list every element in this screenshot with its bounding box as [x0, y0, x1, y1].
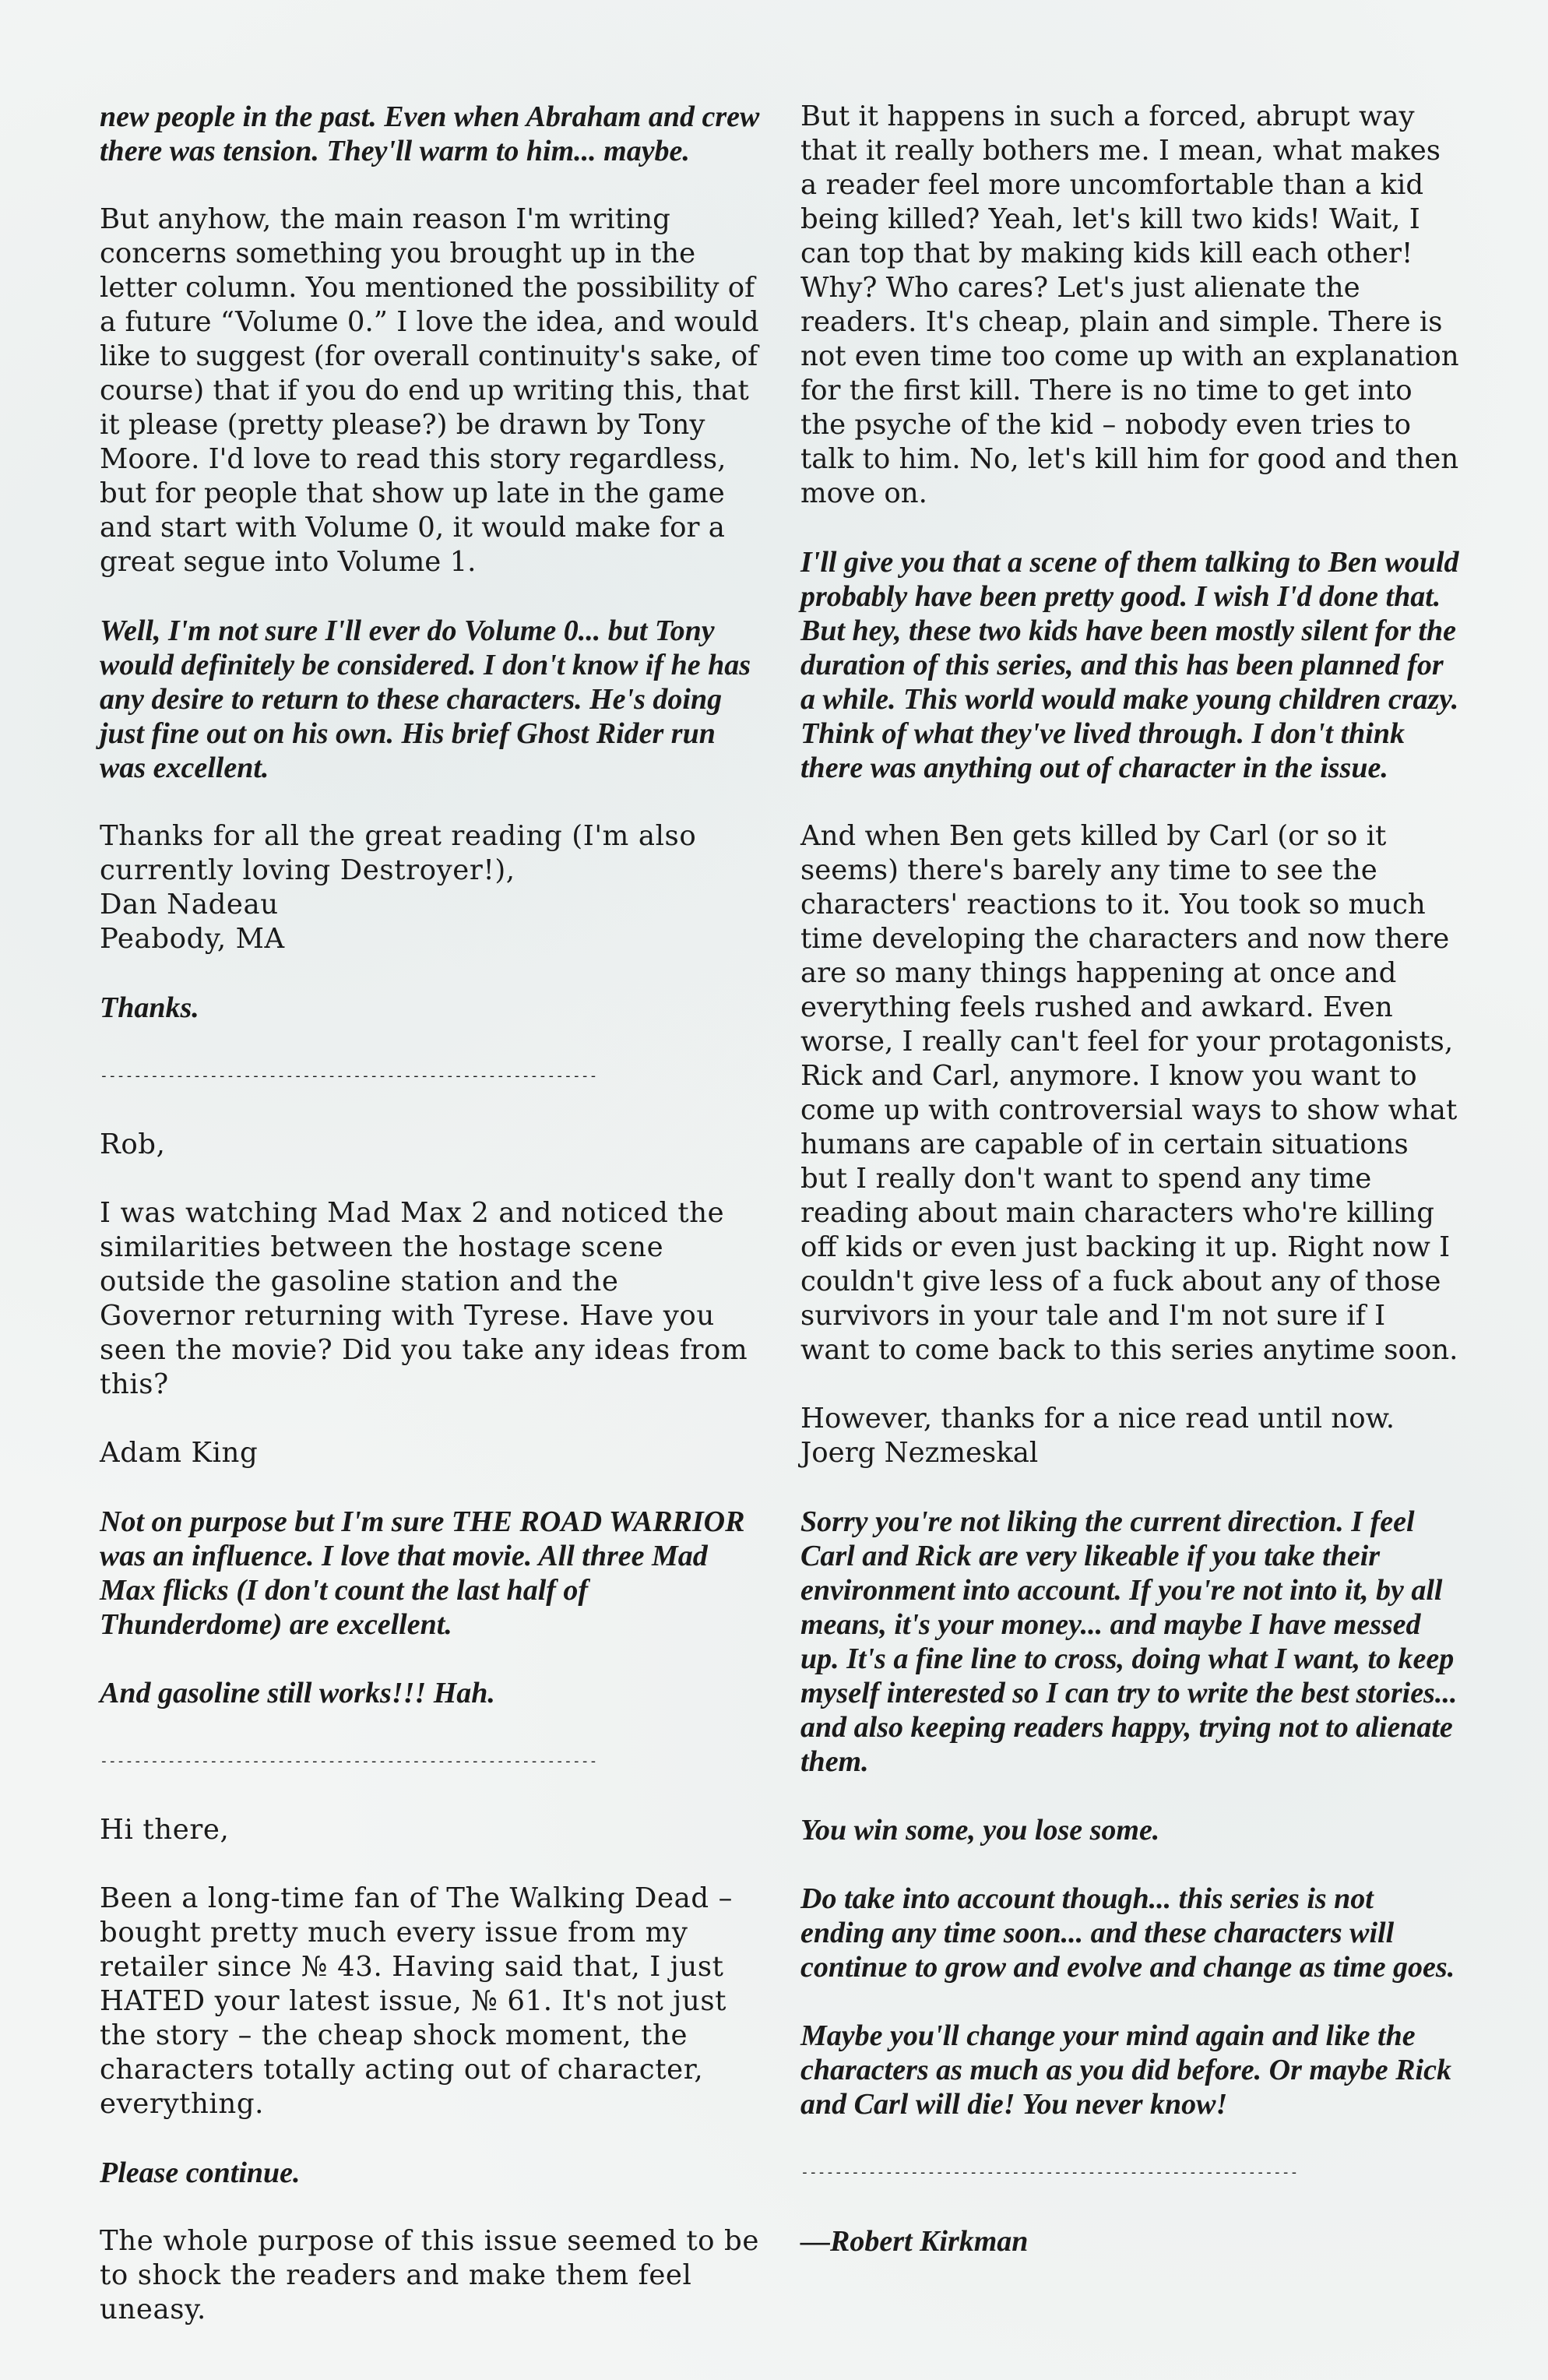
letter-body: But anyhow, the main reason I'm writing concerns something you brought up in the letter column. You mentioned the possibility of a future “Volume 0.” I love the idea, and would like to suggest (for overall continuity's sake, of course) that if you do end up writing this, that it please (pretty please?) be drawn by Tony Moore. I'd love to read this story regardless, but for people that show up late in the game and start with Volume 0, it would make for a great segue into Volume 1. — [100, 203, 759, 578]
signoff-line: However, thanks for a nice read until now. — [800, 1403, 1395, 1435]
editor-reply: Thanks. — [100, 991, 199, 1024]
editor-reply: Well, I'm not sure I'll ever do Volume 0... but Tony would definitely be considered. I don't know if he has any desire to return to these characters. He's doing just fine out on his own. His brief Ghost Rider run was excellent. — [100, 614, 751, 784]
editor-reply: I'll give you that a scene of them talking to Ben would probably have been pretty good. I wish I'd done that. But hey, these two kids have been mostly silent for the duration of this series, and this has been planned for a while. This world would make young children crazy. Think of what they've lived through. I don't think there was anything out of character in the issue. — [800, 546, 1459, 784]
letter-body: Been a long-time fan of The Walking Dead – bought pretty much every issue from my retailer since № 43. Having said that, I just HATED your latest issue, № 61. It's not just the story – the cheap shock moment, the characters totally acting out of character, everything. — [100, 1882, 733, 2120]
separator: ----------------------------------------------------------- — [800, 2164, 1299, 2181]
letter-signature: Adam King — [100, 1437, 259, 1469]
editor-reply: Do take into account though... this series is not ending any time soon... and these characters will continue to grow and evolve and change as time goes. — [800, 1882, 1455, 1984]
letter-body: And when Ben gets killed by Carl (or so it seems) there's barely any time to see the characters' reactions to it. You took so much time developing the characters and now there are so many things happening at once and everything feels rushed and awkard. Even worse, I really can't feel for your protagonists, Rick and Carl, anymore. I know you want to come up with controversial ways to show what humans are capable of in certain situations but I really don't want to spend any time reading about main characters who're killing off kids or even just backing it up. Right now I couldn't give less of a fuck about any of those survivors in your tale and I'm not sure if I want to come back to this series anytime soon. — [800, 820, 1458, 1366]
letter-signoff — [800, 1402, 1462, 1470]
letter-body: I was watching Mad Max 2 and noticed the similarities between the hostage scene outside the gasoline station and the Governor returning with Tyrese. Have you seen the movie? Did you take any ideas from this? — [100, 1197, 748, 1400]
left-column — [100, 100, 762, 2361]
editor-reply: You win some, you lose some. — [800, 1814, 1160, 1847]
signoff-line: currently loving Destroyer!), — [100, 854, 515, 886]
editor-reply: Please continue. — [100, 2156, 301, 2189]
letter-greeting: Rob, — [100, 1128, 166, 1160]
letter-body: The whole purpose of this issue seemed to be to shock the readers and make them feel uneasy. — [100, 2225, 759, 2325]
editor-reply: Maybe you'll change your mind again and like the characters as much as you did before. Or maybe Rick and Carl will die! You never know! — [800, 2019, 1451, 2121]
separator: ----------------------------------------------------------- — [100, 1753, 598, 1769]
letter-body: But it happens in such a forced, abrupt way that it really bothers me. I mean, what makes a reader feel more uncomfortable than a kid being killed? Yeah, let's kill two kids! Wait, I can top that by making kids kill each other! Why? Who cares? Let's just alienate the readers. It's cheap, plain and simple. There is not even time too come up with an explanation for the first kill. There is no time to get into the psyche of the kid – nobody even tries to talk to him. No, let's kill him for good and then move on. — [800, 100, 1459, 509]
separator: ----------------------------------------------------------- — [100, 1068, 598, 1084]
signoff-line: Thanks for all the great reading (I'm also — [100, 820, 697, 852]
letter-greeting: Hi there, — [100, 1814, 230, 1846]
editor-reply: new people in the past. Even when Abraham and crew there was tension. They'll warm to him... maybe. — [100, 100, 760, 167]
editor-reply: Sorry you're not liking the current direction. I feel Carl and Rick are very likeable if you take their environment into account. If you're not into it, by all means, it's your money... and maybe I have messed up. It's a fine line to cross, doing what I want, to keep myself interested so I can try to write the best stories... and also keeping readers happy, trying not to alienate them. — [800, 1505, 1458, 1778]
signoff-line: Joerg Nezmeskal — [800, 1437, 1039, 1469]
signoff-line: Dan Nadeau — [100, 889, 279, 921]
editor-reply: Not on purpose but I'm sure THE ROAD WARRIOR was an influence. I love that movie. All three Mad Max flicks (I don't count the last half of Thunderdome) are excellent. — [100, 1505, 745, 1641]
right-column — [800, 100, 1462, 2293]
signoff-line: Peabody, MA — [100, 923, 285, 955]
letter-signoff — [100, 819, 762, 956]
signature: —Robert Kirkman — [800, 2225, 1029, 2258]
editor-reply: And gasoline still works!!! Hah. — [100, 1677, 495, 1709]
